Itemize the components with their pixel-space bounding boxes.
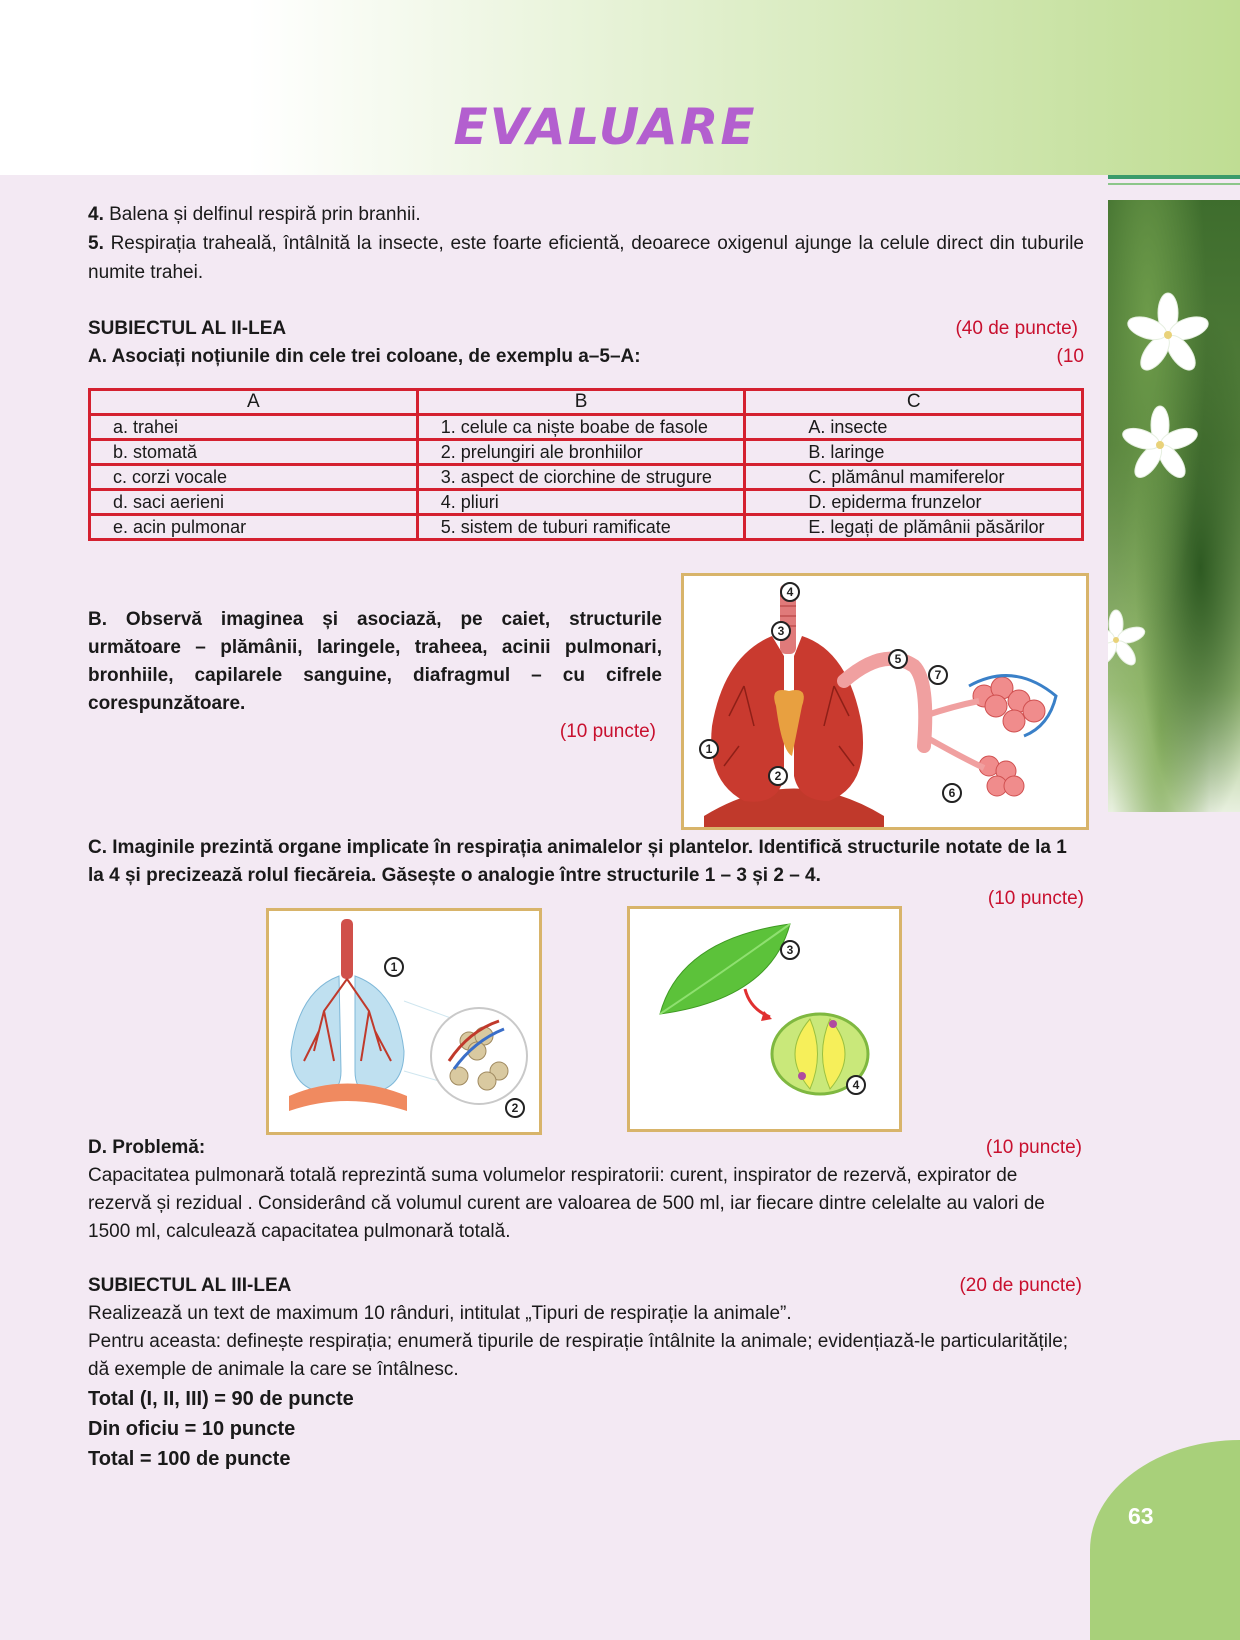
points-label: (10 xyxy=(1056,346,1084,367)
points-label: (10 puncte) xyxy=(985,1137,1082,1158)
table-row xyxy=(90,440,1083,465)
page-title: EVALUARE xyxy=(453,98,757,156)
label-3: 3 xyxy=(771,621,791,641)
table-row xyxy=(90,490,1083,515)
table-cell: A. insecte xyxy=(745,415,1083,440)
partD-text: Capacitatea pulmonară totală reprezintă suma volumelor respiratorii: curent, inspirator de rezervă, expirator de rezervă și rezidual . Considerând că volumul curent are valoarea de 500 ml, iar fiecare dintre celelalte au valori de 1500 ml, calculează capacitatea pulmonară totală. xyxy=(88,1165,1045,1242)
divider xyxy=(1108,175,1240,179)
label-6: 6 xyxy=(942,783,962,803)
subject3-line2: Pentru aceasta: definește respirația; enumeră tipurile de respirație întâlnite la animale; evidențiază-le particularitățile; dă exemple de animale la care se întâlnesc. xyxy=(88,1331,1069,1380)
leaf-stoma-illustration xyxy=(630,909,899,1129)
label-1: 1 xyxy=(384,957,404,977)
total-oficiu: Din oficiu = 10 puncte xyxy=(88,1418,296,1440)
table-cell: e. acin pulmonar xyxy=(90,515,418,540)
table-cell: D. epiderma frunzelor xyxy=(745,490,1083,515)
table-cell: 3. aspect de ciorchine de strugure xyxy=(417,465,745,490)
table-header-row xyxy=(90,390,1083,415)
points-label: (40 de puncte) xyxy=(955,318,1078,339)
partA-heading: A. Asociați noțiunile din cele trei coloane, de exemplu a–5–A: xyxy=(88,346,641,367)
human-lungs-figure xyxy=(266,908,542,1135)
label-3: 3 xyxy=(780,940,800,960)
section-title: SUBIECTUL AL II-LEA xyxy=(88,318,287,339)
partC-text: C. Imaginile prezintă organe implicate în respirația animalelor și plantelor. Identifică structurile notate de la 1 la 4 și precizează rolul fiecăreia. Găsește o analogie între structurile 1 – 3 și 2 – 4. xyxy=(88,837,1067,886)
table-cell: 1. celule ca niște boabe de fasole xyxy=(417,415,745,440)
subject3-line1: Realizează un text de maximum 10 rânduri, intitulat „Tipuri de respirație la animale”. xyxy=(88,1303,792,1324)
label-5: 5 xyxy=(888,649,908,669)
lungs-illustration xyxy=(684,576,1086,827)
label-2: 2 xyxy=(768,766,788,786)
partB-text: B. Observă imaginea și asociază, pe caiet, structurile următoare – plămânii, laringele, traheea, acinii pulmonari, bronhiile, capilarele sanguine, diafragmul – cu cifrele corespunzătoare. xyxy=(88,609,662,714)
label-2: 2 xyxy=(505,1098,525,1118)
table-cell: a. trahei xyxy=(90,415,418,440)
total-final: Total = 100 de puncte xyxy=(88,1448,291,1470)
points-label: (10 puncte) xyxy=(559,721,656,742)
partD-title: D. Problemă: xyxy=(88,1137,206,1158)
points-label: (20 de puncte) xyxy=(959,1275,1082,1296)
leaf-stoma-figure xyxy=(627,906,902,1132)
table-row xyxy=(90,415,1083,440)
column-header: B xyxy=(417,390,745,415)
table-cell: 4. pliuri xyxy=(417,490,745,515)
human-lungs-illustration xyxy=(269,911,539,1132)
label-4: 4 xyxy=(846,1075,866,1095)
flower-illustration xyxy=(1108,200,1240,812)
table-cell: d. saci aerieni xyxy=(90,490,418,515)
table-cell: 5. sistem de tuburi ramificate xyxy=(417,515,745,540)
association-table xyxy=(88,388,1084,541)
page-number: 63 xyxy=(1128,1503,1154,1529)
table-cell: B. laringe xyxy=(745,440,1083,465)
table-row xyxy=(90,465,1083,490)
table-cell: C. plămânul mamiferelor xyxy=(745,465,1083,490)
subject1-items xyxy=(88,200,1084,287)
item-5: 5. Respirația traheală, întâlnită la insecte, este foarte eficientă, deoarece oxigenul ajunge la celule direct din tuburile numite trahei. xyxy=(88,233,1084,283)
table-cell: c. corzi vocale xyxy=(90,465,418,490)
partD-header xyxy=(88,1134,1082,1162)
subject3-text xyxy=(88,1300,1084,1384)
column-header: C xyxy=(745,390,1083,415)
partA-header xyxy=(88,343,1084,371)
table-cell: E. legați de plămânii păsărilor xyxy=(745,515,1083,540)
table-cell: 2. prelungiri ale bronhiilor xyxy=(417,440,745,465)
item-4: 4. Balena și delfinul respiră prin branhii. xyxy=(88,204,421,225)
label-4: 4 xyxy=(780,582,800,602)
section-title: SUBIECTUL AL III-LEA xyxy=(88,1275,292,1296)
total-i-ii-iii: Total (I, II, III) = 90 de puncte xyxy=(88,1388,354,1410)
table-cell: b. stomată xyxy=(90,440,418,465)
label-1: 1 xyxy=(699,739,719,759)
jasmine-photo xyxy=(1108,200,1240,812)
subject2-header xyxy=(88,315,1078,343)
subject3-header xyxy=(88,1272,1082,1300)
table-row xyxy=(90,515,1083,540)
totals xyxy=(88,1384,1084,1474)
page-corner xyxy=(1090,1440,1240,1640)
label-7: 7 xyxy=(928,665,948,685)
points-label: (10 puncte) xyxy=(987,888,1084,909)
column-header: A xyxy=(90,390,418,415)
divider xyxy=(1108,183,1240,185)
respiratory-system-figure xyxy=(681,573,1089,830)
